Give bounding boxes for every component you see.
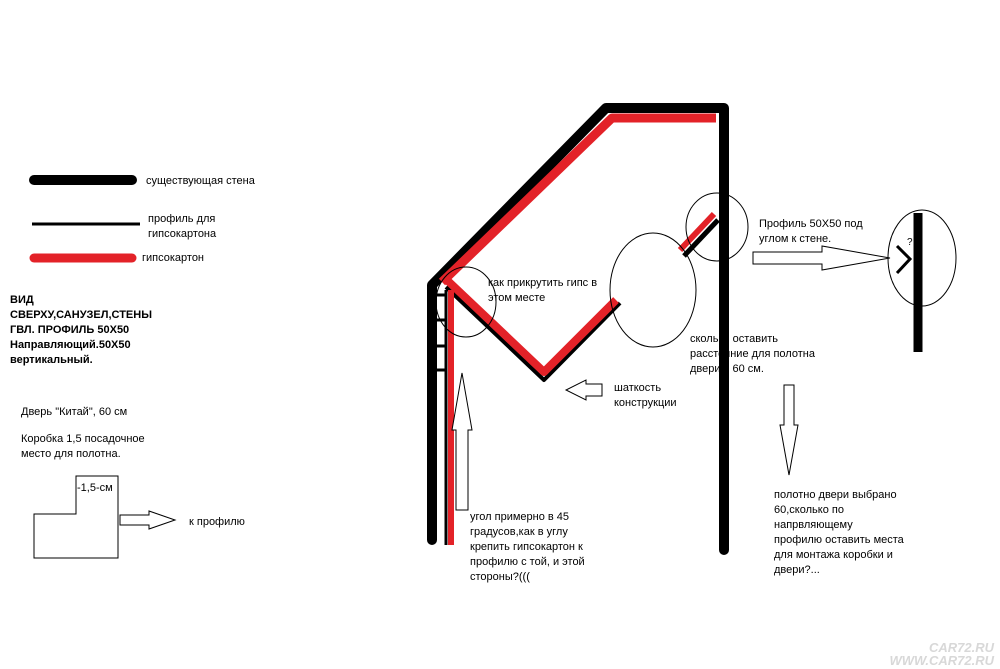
question-corner-label: угол примерно в 45 градусов,как в углу крепить гипсокартон к профилю с той, и этой стороны?((( [470,511,585,583]
arrow-to-detail [753,246,890,270]
door-title: Дверь "Китай", 60 см [21,406,128,418]
box-dimension-label: -1,5-см [77,482,113,494]
arrow-wobble [566,380,602,400]
legend-profile-label: профиль для гипсокартона [148,213,217,240]
arrow-up-corner [452,373,472,510]
wobble-label: шаткость конструкции [614,382,677,409]
question-door-label: полотно двери выбрано 60,сколько по напрвляющему профилю оставить места для монтажа коробки и двери?... [774,489,904,576]
drywall-top [442,118,716,282]
view-note: ВИД СВЕРХУ,САНУЗЕЛ,СТЕНЫ ГВЛ. ПРОФИЛЬ 50Х50 Направляющий.50Х50 вертикальный. [10,294,152,366]
detail-angled-profile [897,246,910,273]
arrow-down-door [780,385,798,475]
legend-drywall-label: гипсокартон [142,252,205,264]
to-profile-label: к профилю [189,516,245,528]
profile-angle-label: Профиль 50Х50 под углом к стене. [759,218,863,245]
question-attach-label: как прикрутить гипс в этом месте [488,277,598,304]
watermark: CAR72.RU WWW.CAR72.RU [889,640,994,668]
existing-wall-main [432,108,724,550]
question-gap-label: сколько оставить расстояние для полотна двери в 60 см. [690,333,815,375]
highlight-angled-profile-circle [686,193,748,261]
box-note: Коробка 1,5 посадочное место для полотна. [21,433,145,460]
highlight-v-end-circle [610,233,696,347]
legend-existing-wall-label: существующая стена [146,175,255,187]
arrow-to-profile [120,511,175,529]
question-mark-label: ? [907,237,913,248]
